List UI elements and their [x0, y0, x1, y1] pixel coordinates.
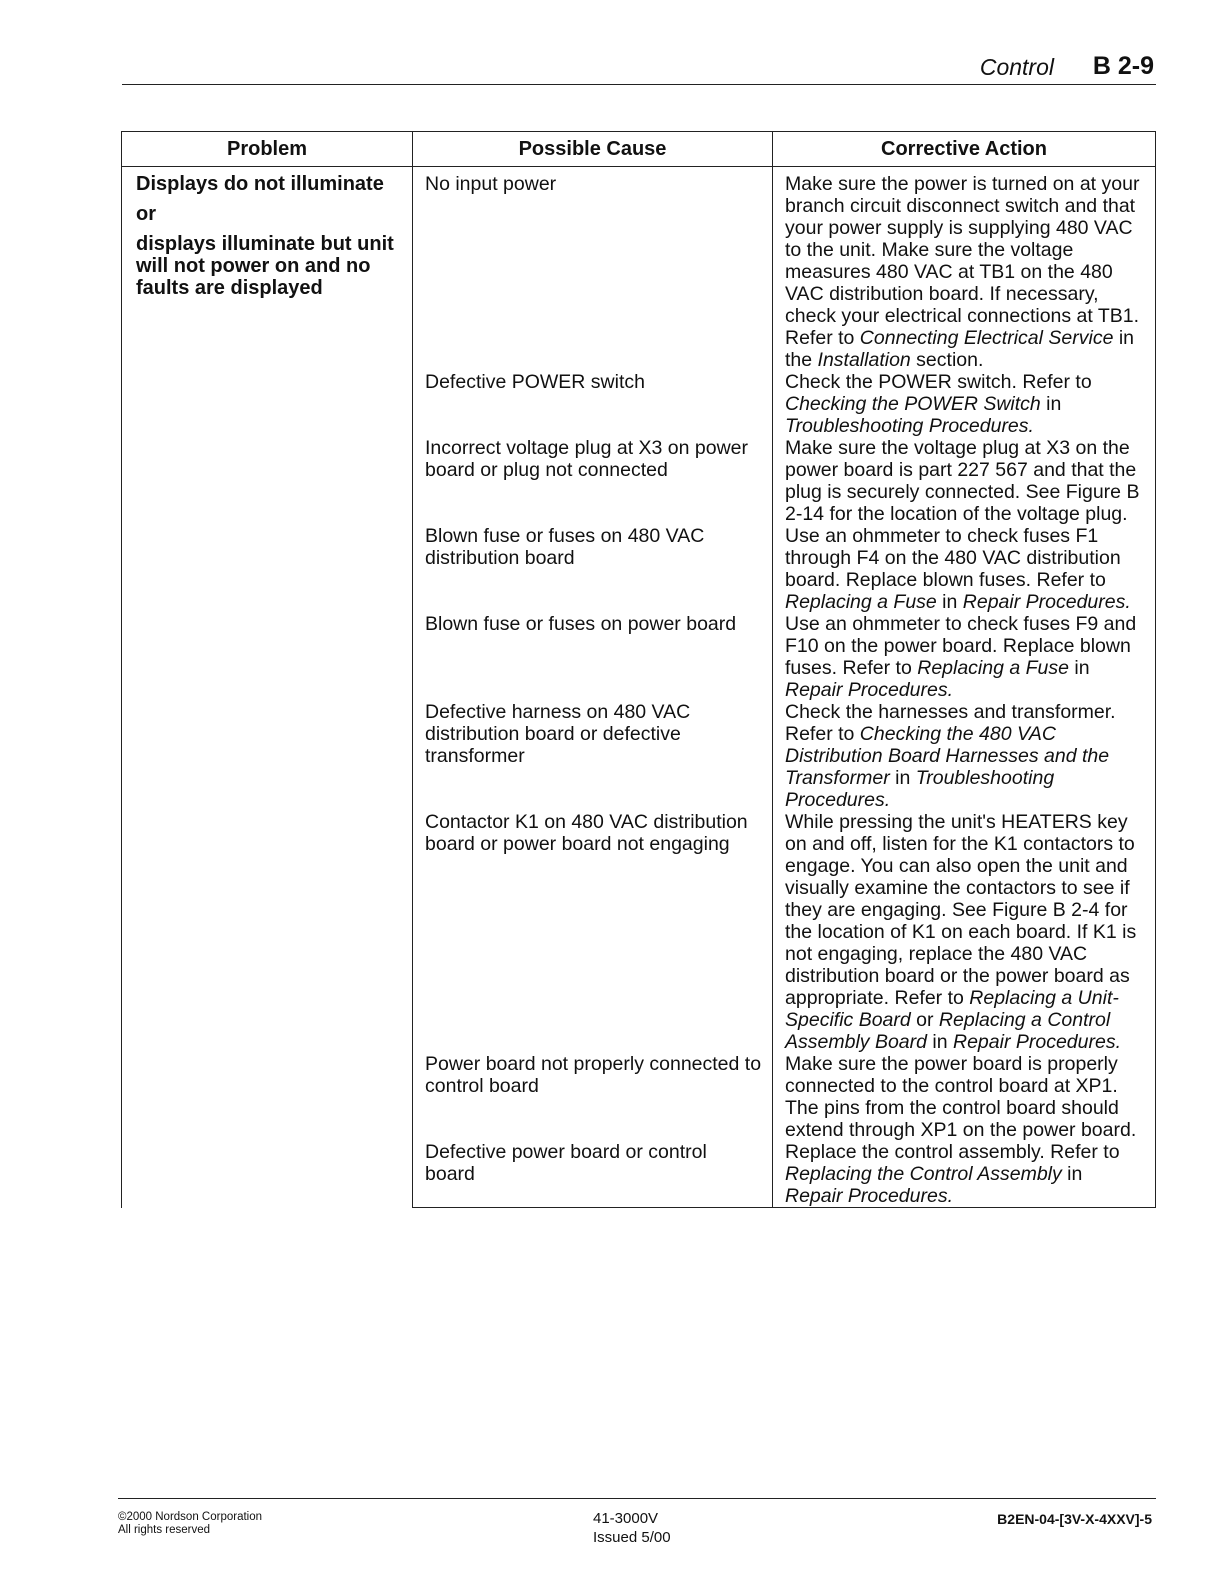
- cause-cell: Contactor K1 on 480 VAC distribution board or power board not engaging: [413, 811, 773, 1053]
- cause-cell: Blown fuse or fuses on power board: [413, 613, 773, 701]
- table-row: [122, 167, 1156, 372]
- document-info: [593, 1509, 671, 1547]
- cause-cell: Incorrect voltage plug at X3 on power board or plug not connected: [413, 437, 773, 525]
- action-cell: Check the POWER switch. Refer to Checking the POWER Switch in Troubleshooting Procedures.: [773, 371, 1156, 437]
- action-cell: Replace the control assembly. Refer to Replacing the Control Assembly in Repair Procedures.: [773, 1141, 1156, 1208]
- issue-date: Issued 5/00: [593, 1529, 671, 1546]
- action-cell: Make sure the voltage plug at X3 on the power board is part 227 567 and that the plug is securely connected. See Figure B 2-14 for the location of the voltage plug.: [773, 437, 1156, 525]
- cause-cell: Blown fuse or fuses on 480 VAC distribution board: [413, 525, 773, 613]
- column-header-problem: Problem: [122, 132, 413, 167]
- table-header-row: [122, 132, 1156, 167]
- rights-line: All rights reserved: [118, 1524, 211, 1536]
- cause-cell: Defective POWER switch: [413, 371, 773, 437]
- action-cell: Check the harnesses and transformer. Refer to Checking the 480 VAC Distribution Board Harnesses and the Transformer in Troubleshooting Procedures.: [773, 701, 1156, 811]
- column-header-cause: Possible Cause: [413, 132, 773, 167]
- action-cell: Make sure the power board is properly connected to the control board at XP1. The pins from the control board should extend through XP1 on the power board.: [773, 1053, 1156, 1141]
- troubleshooting-table: [121, 131, 1156, 1208]
- problem-line: Displays do not illuminate: [136, 173, 384, 195]
- page-header: [122, 52, 1156, 85]
- cause-cell: Defective harness on 480 VAC distribution board or defective transformer: [413, 701, 773, 811]
- action-cell: Use an ohmmeter to check fuses F9 and F10 on the power board. Replace blown fuses. Refer to Replacing a Fuse in Repair Procedures.: [773, 613, 1156, 701]
- cause-cell: Defective power board or control board: [413, 1141, 773, 1208]
- action-cell: Use an ohmmeter to check fuses F1 through F4 on the 480 VAC distribution board. Replace blown fuses. Refer to Replacing a Fuse in Repair Procedures.: [773, 525, 1156, 613]
- doc-number: 41-3000V: [593, 1510, 659, 1527]
- action-cell: Make sure the power is turned on at your branch circuit disconnect switch and that your power supply is supplying 480 VAC to the unit. Make sure the voltage measures 480 VAC at TB1 on the 480 VAC distribution board. If necessary, check your electrical connections at TB1. Refer to Connecting Electrical Service in the Installation section.: [773, 167, 1156, 372]
- cause-cell: Power board not properly connected to control board: [413, 1053, 773, 1141]
- page-footer: [118, 1498, 1156, 1546]
- page-number: B 2-9: [1092, 52, 1154, 80]
- copyright-notice: [118, 1511, 262, 1537]
- copyright-line: ©2000 Nordson Corporation: [118, 1511, 263, 1523]
- action-cell: While pressing the unit's HEATERS key on and off, listen for the K1 contactors to engage. You can also open the unit and visually examine the contactors to see if they are engaging. See Figure B 2-4 for the location of K1 on each board. If K1 is not engaging, replace the 480 VAC distribution board or the power board as appropriate. Refer to Replacing a Unit-Specific Board or Replacing a Control Assembly Board in Repair Procedures.: [773, 811, 1156, 1053]
- problem-line: or: [136, 203, 156, 225]
- column-header-action: Corrective Action: [773, 132, 1156, 167]
- cause-cell: No input power: [413, 167, 773, 372]
- document-code: B2EN-04-[3V-X-4XXV]-5: [997, 1511, 1152, 1527]
- problem-line: displays illuminate but unit will not power on and no faults are displayed: [136, 233, 394, 299]
- problem-cell: [122, 167, 413, 1208]
- section-title: Control: [979, 54, 1054, 80]
